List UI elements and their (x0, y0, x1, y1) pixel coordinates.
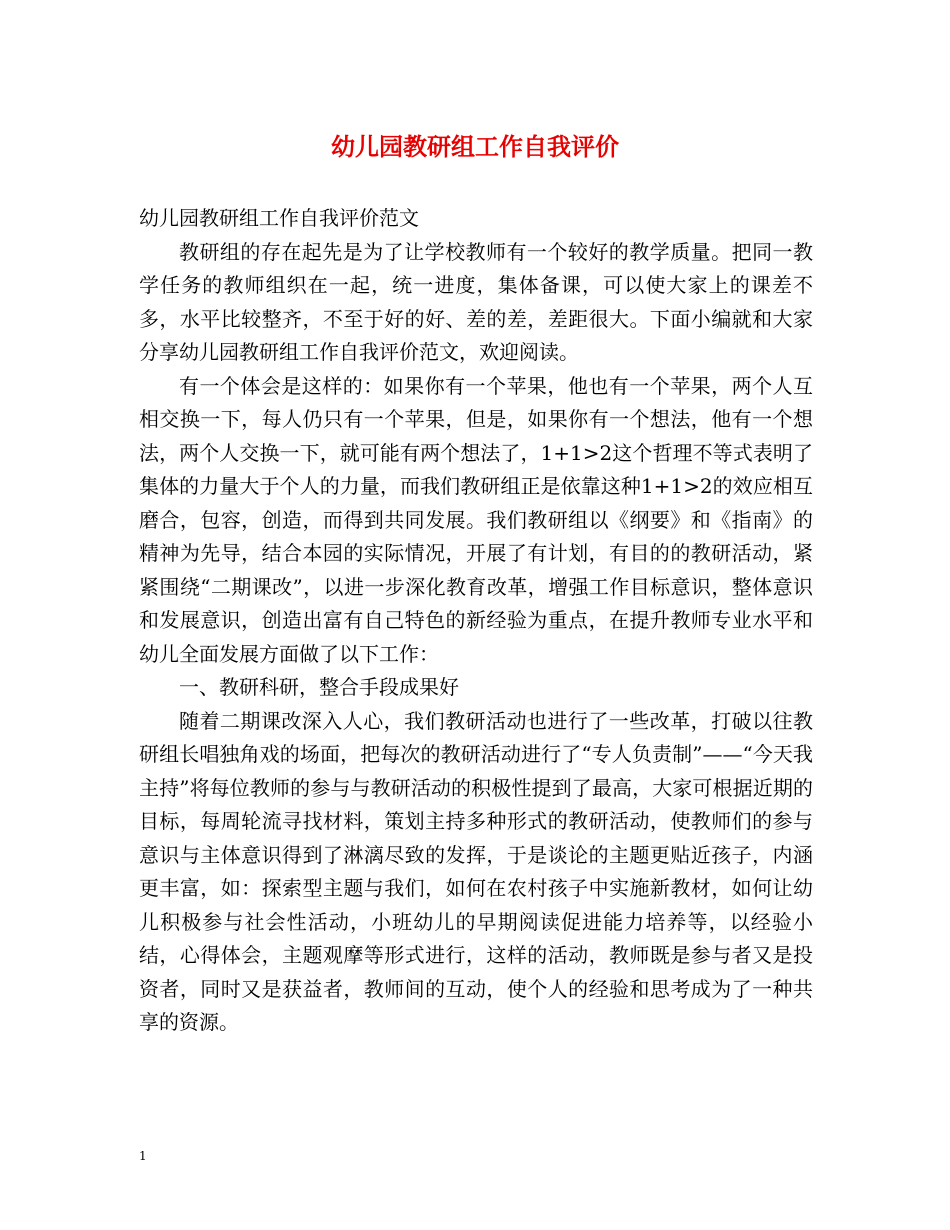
paragraph-research: 随着二期课改深入人心，我们教研活动也进行了一些改革，打破以往教研组长唱独角戏的场面，把每次的教研活动进行了“专人负责制”——“今天我主持”将每位教师的参与与教研活动的积极性提到了最高，大家可根据近期的目标，每周轮流寻找材料，策划主持多种形式的教研活动，使教师们的参与意识与主体意识得到了淋漓尽致的发挥，于是谈论的主题更贴近孩子，内涵更丰富，如：探索型主题与我们，如何在农村孩子中实施新教材，如何让幼儿积极参与社会性活动，小班幼儿的早期阅读促进能力培养等，以经验小结，心得体会，主题观摩等形式进行，这样的活动，教师既是参与者又是投资者，同时又是获益者，教师间的互动，使个人的经验和思考成为了一种共享的资源。 (139, 708, 813, 1034)
document-subtitle: 幼儿园教研组工作自我评价范文 (139, 206, 419, 230)
section-heading: 一、教研科研，整合手段成果好 (179, 675, 459, 699)
paragraph-experience: 有一个体会是这样的：如果你有一个苹果，他也有一个苹果，两个人互相交换一下，每人仍只有一个苹果，但是，如果你有一个想法，他有一个想法，两个人交换一下，就可能有两个想法了，1+1>2这个哲理不等式表明了集体的力量大于个人的力量，而我们教研组正是依靠这种1+1>2的效应相互磨合，包容，创造，而得到共同发展。我们教研组以《纲要》和《指南》的精神为先导，结合本园的实际情况，开展了有计划，有目的的教研活动，紧紧围绕“二期课改”，以进一步深化教育改革，增强工作目标意识，整体意识和发展意识，创造出富有自己特色的新经验为重点，在提升教师专业水平和幼儿全面发展方面做了以下工作： (139, 373, 813, 666)
document-title: 幼儿园教研组工作自我评价 (331, 132, 619, 161)
page-number: 1 (139, 1149, 147, 1163)
paragraph-intro: 教研组的存在起先是为了让学校教师有一个较好的教学质量。把同一教学任务的教师组织在一起，统一进度，集体备课，可以使大家上的课差不多，水平比较整齐，不至于好的好、差的差，差距很大。下面小编就和大家分享幼儿园教研组工作自我评价范文，欢迎阅读。 (139, 239, 813, 364)
document-body (139, 202, 813, 1040)
